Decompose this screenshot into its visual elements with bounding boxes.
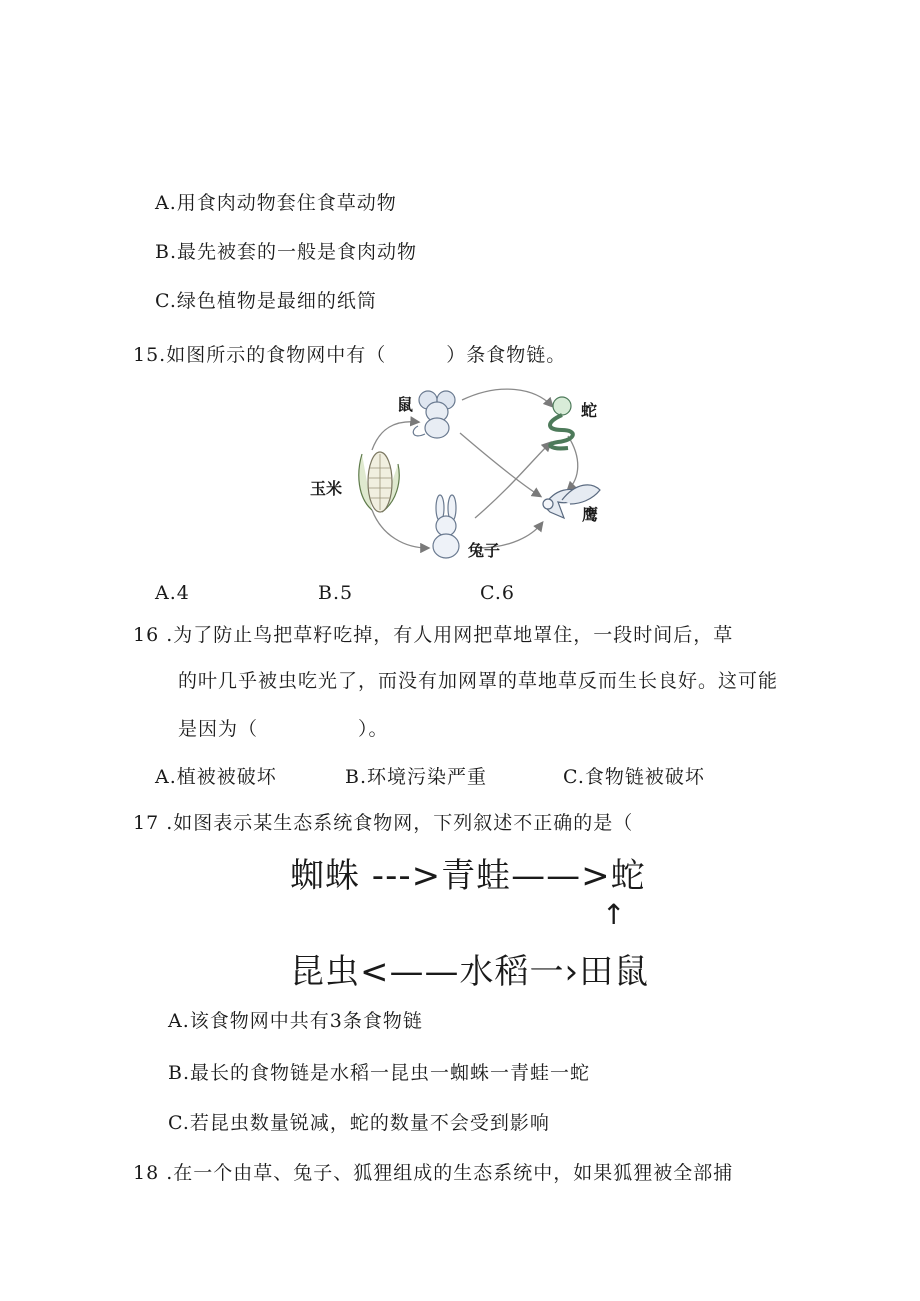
q16-option-c: C.食物链被破坏 bbox=[563, 766, 705, 788]
rabbit-icon bbox=[433, 495, 459, 558]
food-web-arrows bbox=[300, 378, 620, 568]
q16-stem-line2: 的叶几乎被虫吃光了，而没有加网罩的草地草反而生长良好。这可能 bbox=[178, 670, 779, 692]
label-rabbit: 兔子 bbox=[468, 541, 501, 560]
food-web-row-top: 蜘蛛 --->青蛙——>蛇 bbox=[290, 856, 646, 896]
q15-option-a: A.4 bbox=[155, 582, 190, 604]
q18-stem: 18 .在一个由草、兔子、狐狸组成的生态系统中，如果狐狸被全部捕 bbox=[133, 1162, 734, 1184]
q14-option-c: C.绿色植物是最细的纸筒 bbox=[155, 290, 377, 312]
q17-option-c: C.若昆虫数量锐减，蛇的数量不会受到影响 bbox=[168, 1112, 550, 1134]
q15-option-b: B.5 bbox=[318, 582, 354, 604]
q14-option-b: B.最先被套的一般是食肉动物 bbox=[155, 241, 418, 263]
q17-option-a: A.该食物网中共有3条食物链 bbox=[168, 1010, 423, 1032]
q15-option-c: C.6 bbox=[480, 582, 515, 604]
label-snake: 蛇 bbox=[581, 401, 598, 420]
label-mouse: 鼠 bbox=[397, 395, 414, 414]
q16-stem-line1: 16 .为了防止鸟把草籽吃掉，有人用网把草地罩住，一段时间后，草 bbox=[133, 624, 734, 646]
q14-option-a: A.用食肉动物套住食草动物 bbox=[155, 192, 397, 214]
q16-option-a: A.植被被破坏 bbox=[155, 766, 277, 788]
food-web-up-arrow: ↑ bbox=[602, 898, 627, 931]
corn-icon bbox=[359, 452, 399, 512]
food-web-figure bbox=[300, 378, 620, 568]
q17-option-b: B.最长的食物链是水稻一昆虫一蜘蛛一青蛙一蛇 bbox=[168, 1062, 591, 1084]
label-eagle: 鹰 bbox=[582, 505, 599, 524]
q17-stem: 17 .如图表示某生态系统食物网，下列叙述不正确的是（ bbox=[133, 812, 634, 834]
q16-stem-line3: 是因为（ ）。 bbox=[178, 718, 389, 740]
label-corn: 玉米 bbox=[310, 479, 343, 498]
snake-icon bbox=[550, 397, 573, 448]
q15-stem: 15.如图所示的食物网中有（ ）条食物链。 bbox=[133, 344, 567, 366]
food-web-row-bottom: 昆虫<——水稻一›田鼠 bbox=[290, 952, 650, 992]
q16-option-b: B.环境污染严重 bbox=[345, 766, 488, 788]
mouse-icon bbox=[413, 391, 455, 438]
